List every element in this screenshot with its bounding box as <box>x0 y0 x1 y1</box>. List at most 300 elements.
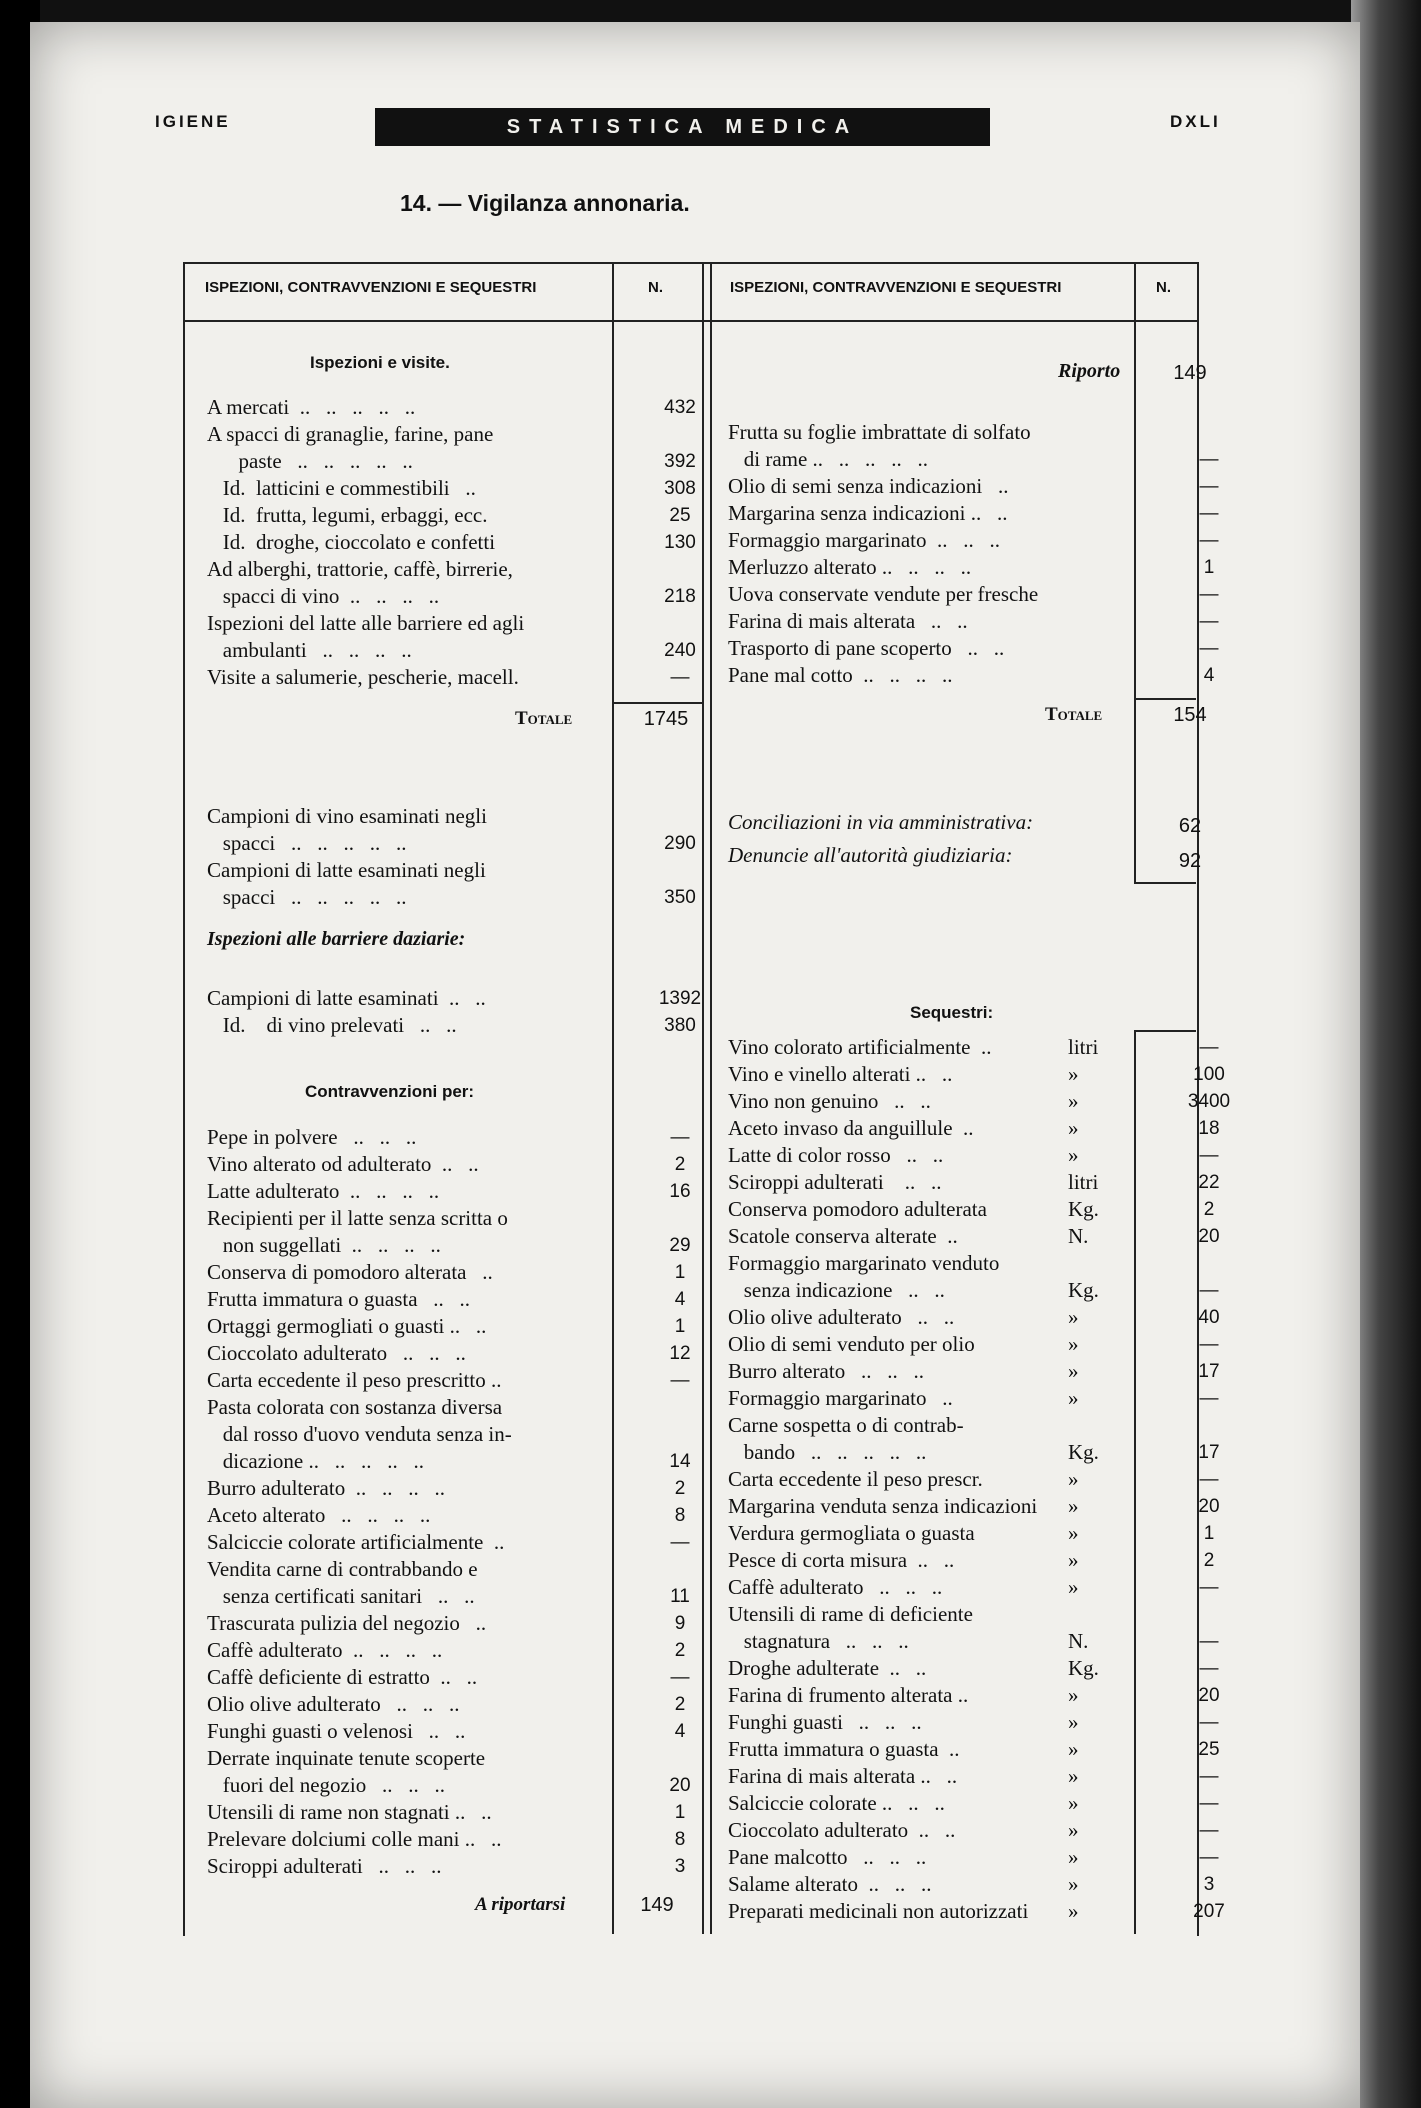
sequestro-row <box>728 1520 1251 1547</box>
sequestro-row <box>728 1628 1251 1655</box>
sequestro-row-value: — <box>1199 1631 1219 1652</box>
sequestro-top-row-label: Frutta su foglie imbrattate di solfato <box>728 420 1031 444</box>
contravvenzione-row <box>207 1178 727 1205</box>
sequestro-row <box>728 1358 1251 1385</box>
ispezioni-row-value: 432 <box>664 397 696 418</box>
sequestro-top-row-label: Farina di mais alterata .. .. <box>728 609 968 633</box>
sequestro-row-label: Caffè adulterato .. .. .. <box>728 1575 943 1599</box>
sequestro-row-label: Carta eccedente il peso prescr. <box>728 1467 983 1491</box>
contravvenzione-row <box>207 1286 727 1313</box>
sequestro-row-unit: » <box>1068 1386 1079 1410</box>
sequestro-row-unit: N. <box>1068 1224 1089 1248</box>
rule-right-sequestri <box>1134 1030 1196 1032</box>
sequestro-row-value: 3 <box>1203 1874 1215 1895</box>
contravvenzione-row-label: Prelevare dolciumi colle mani .. .. <box>207 1827 502 1851</box>
sequestro-row <box>728 1547 1251 1574</box>
sequestro-row-label: Formaggio margarinato venduto <box>728 1251 1000 1275</box>
sequestro-row-label: Conserva pomodoro adulterata <box>728 1197 987 1221</box>
contravvenzione-row-label: Carta eccedente il peso prescritto .. <box>207 1368 502 1392</box>
sequestro-row-unit: » <box>1068 1467 1079 1491</box>
sequestro-row-value: 20 <box>1198 1685 1220 1706</box>
sequestro-row-value: — <box>1199 1793 1219 1814</box>
contravvenzione-row <box>207 1124 727 1151</box>
contravvenzione-row-value: 3 <box>674 1856 686 1877</box>
ispezioni-row-label: Ispezioni del latte alle barriere ed agli <box>207 611 525 635</box>
contravvenzioni-title: Contravvenzioni per: <box>305 1082 475 1101</box>
ispezioni-row-label: Id. droghe, cioccolato e confetti <box>207 530 496 554</box>
denuncie-value: 92 <box>1178 850 1202 872</box>
contravvenzione-row-label: Trascurata pulizia del negozio .. <box>207 1611 487 1635</box>
col-header-right: ISPEZIONI, CONTRAVVENZIONI E SEQUESTRI <box>730 279 1062 296</box>
sequestro-top-row <box>728 635 1251 662</box>
sequestro-top-row-value: — <box>1199 584 1219 605</box>
sequestro-row-unit: N. <box>1068 1629 1089 1653</box>
contravvenzione-row <box>207 1826 727 1853</box>
sequestro-row <box>728 1250 1251 1277</box>
contravvenzione-row-label: senza certificati sanitari .. .. <box>207 1584 475 1608</box>
sequestro-row <box>728 1655 1251 1682</box>
campioni-row-label: Campioni di latte esaminati negli <box>207 858 486 882</box>
sequestro-row <box>728 1844 1251 1871</box>
campioni-row-label: spacci .. .. .. .. .. <box>207 831 407 855</box>
contravvenzione-row-label: Caffè adulterato .. .. .. .. <box>207 1638 443 1662</box>
sequestro-row-label: Funghi guasti .. .. .. <box>728 1710 922 1734</box>
rule-right-denuncie <box>1134 882 1196 884</box>
sequestro-row <box>728 1574 1251 1601</box>
sequestro-row <box>728 1763 1251 1790</box>
sequestro-row-unit: » <box>1068 1062 1079 1086</box>
contravvenzione-row-value: 2 <box>674 1640 686 1661</box>
page-number: DXLI <box>1170 112 1221 131</box>
contravvenzione-row <box>207 1583 727 1610</box>
contravvenzione-row-value: 20 <box>669 1775 691 1796</box>
sequestro-row-unit: » <box>1068 1845 1079 1869</box>
sequestro-row-label: Margarina venduta senza indicazioni <box>728 1494 1038 1518</box>
sequestro-row-label: Frutta immatura o guasta .. <box>728 1737 960 1761</box>
ispezioni-row-label: Visite a salumerie, pescherie, macell. <box>207 665 519 689</box>
contravvenzione-row-label: Conserva di pomodoro alterata .. <box>207 1260 493 1284</box>
denuncie-label: Denuncie all'autorità giudiziaria: <box>728 843 1013 867</box>
ispezioni-row <box>207 421 727 448</box>
sequestro-row-label: Verdura germogliata o guasta <box>728 1521 975 1545</box>
ispezioni-row <box>207 610 727 637</box>
contravvenzione-row-label: Vino alterato od adulterato .. .. <box>207 1152 479 1176</box>
sequestro-row-label: Vino colorato artificialmente .. <box>728 1035 992 1059</box>
sequestro-row-unit: » <box>1068 1737 1079 1761</box>
barriere-row <box>207 1012 727 1039</box>
sequestro-row-value: 40 <box>1198 1307 1220 1328</box>
sequestro-row <box>728 1142 1251 1169</box>
sequestro-top-row-label: Pane mal cotto .. .. .. .. <box>728 663 953 687</box>
ispezioni-row <box>207 448 727 475</box>
sequestro-top-row-value: — <box>1199 449 1219 470</box>
contravvenzione-row <box>207 1529 727 1556</box>
ispezioni-row <box>207 583 727 610</box>
contravvenzione-row <box>207 1610 727 1637</box>
sequestro-row-label: Farina di mais alterata .. .. <box>728 1764 958 1788</box>
ispezioni-row <box>207 394 727 421</box>
campioni-list <box>207 803 727 911</box>
ispezioni-total-label: Totale <box>515 708 573 729</box>
sequestro-row <box>728 1682 1251 1709</box>
contravvenzione-row-label: fuori del negozio .. .. .. <box>207 1773 445 1797</box>
contravvenzione-row-label: Latte adulterato .. .. .. .. <box>207 1179 440 1203</box>
contravvenzione-row-value: 8 <box>674 1829 686 1850</box>
ispezioni-title: Ispezioni e visite. <box>310 353 450 372</box>
contravvenzione-row <box>207 1691 727 1718</box>
sequestro-top-row-label: Olio di semi senza indicazioni .. <box>728 474 1009 498</box>
sequestro-row <box>728 1304 1251 1331</box>
sequestro-row-value: 2 <box>1203 1199 1215 1220</box>
sequestro-row-unit: » <box>1068 1305 1079 1329</box>
ispezioni-row-label: spacci di vino .. .. .. .. <box>207 584 440 608</box>
sequestro-row-unit: » <box>1068 1359 1079 1383</box>
sequestro-top-row <box>728 500 1251 527</box>
contravvenzione-row-label: dal rosso d'uovo venduta senza in- <box>207 1422 512 1446</box>
sequestro-top-row-label: Margarina senza indicazioni .. .. <box>728 501 1008 525</box>
sequestro-top-row-value: — <box>1199 638 1219 659</box>
sequestro-row-unit: Kg. <box>1068 1656 1099 1680</box>
sequestri-top-list <box>728 419 1251 689</box>
sequestro-row-label: Farina di frumento alterata .. <box>728 1683 969 1707</box>
contravvenzione-row-label: Vendita carne di contrabbando e <box>207 1557 478 1581</box>
barriere-row-label: Id. di vino prelevati .. .. <box>207 1013 457 1037</box>
contravvenzione-row <box>207 1259 727 1286</box>
sequestro-row-label: bando .. .. .. .. .. <box>728 1440 927 1464</box>
sequestro-row <box>728 1466 1251 1493</box>
sequestro-top-row-value: — <box>1199 530 1219 551</box>
contravvenzione-row-label: Derrate inquinate tenute scoperte <box>207 1746 486 1770</box>
campioni-row <box>207 803 727 830</box>
col-header-left: ISPEZIONI, CONTRAVVENZIONI E SEQUESTRI <box>205 279 537 296</box>
sequestro-row-label: Olio di semi venduto per olio <box>728 1332 975 1356</box>
contravvenzione-row-value: 2 <box>674 1694 686 1715</box>
ispezioni-row-label: A mercati .. .. .. .. .. <box>207 395 416 419</box>
sequestro-row-label: Latte di color rosso .. .. <box>728 1143 944 1167</box>
running-header-title: STATISTICA MEDICA <box>375 108 990 146</box>
barriere-row-value: 380 <box>664 1015 696 1036</box>
sequestro-row-unit: » <box>1068 1116 1079 1140</box>
sequestro-row-label: Vino e vinello alterati .. .. <box>728 1062 953 1086</box>
rule-right-total <box>1134 698 1196 700</box>
sequestro-row-unit: litri <box>1068 1035 1099 1059</box>
sequestro-row <box>728 1331 1251 1358</box>
ispezioni-row-label: ambulanti .. .. .. .. <box>207 638 412 662</box>
contravvenzione-row-value: 2 <box>674 1154 686 1175</box>
sequestro-row <box>728 1601 1251 1628</box>
sequestro-row <box>728 1277 1251 1304</box>
sequestro-row-value: 2 <box>1203 1550 1215 1571</box>
sequestro-row <box>728 1169 1251 1196</box>
sequestro-row-unit: » <box>1068 1764 1079 1788</box>
sequestro-row-value: — <box>1199 1280 1219 1301</box>
sequestro-row-unit: Kg. <box>1068 1440 1099 1464</box>
contravvenzione-row <box>207 1502 727 1529</box>
sequestro-row-value: — <box>1199 1469 1219 1490</box>
sequestro-row-value: 17 <box>1198 1442 1220 1463</box>
sequestro-row-value: 20 <box>1198 1226 1220 1247</box>
ispezioni-list <box>207 394 727 691</box>
sequestro-row-label: Pane malcotto .. .. .. <box>728 1845 927 1869</box>
contravvenzione-row-label: dicazione .. .. .. .. .. <box>207 1449 424 1473</box>
sequestro-row-label: Scatole conserva alterate .. <box>728 1224 958 1248</box>
sequestro-row-value: — <box>1199 1388 1219 1409</box>
sequestro-row-value: — <box>1199 1712 1219 1733</box>
ispezioni-total-value: 1745 <box>643 708 689 730</box>
sequestro-row <box>728 1412 1251 1439</box>
contravvenzione-row <box>207 1799 727 1826</box>
sequestro-row-value: — <box>1199 1334 1219 1355</box>
contravvenzione-row-label: Frutta immatura o guasta .. .. <box>207 1287 471 1311</box>
sequestro-row-value: 25 <box>1198 1739 1220 1760</box>
sequestro-top-row-label: Uova conservate vendute per fresche <box>728 582 1039 606</box>
sequestro-top-row-label: Formaggio margarinato .. .. .. <box>728 528 1000 552</box>
contravvenzione-row-value: 1 <box>674 1802 686 1823</box>
contravvenzione-row-label: Sciroppi adulterati .. .. .. <box>207 1854 442 1878</box>
sequestro-top-row <box>728 608 1251 635</box>
sequestro-row-value: 1 <box>1203 1523 1215 1544</box>
campioni-row-value: 290 <box>664 833 696 854</box>
sequestro-row <box>728 1439 1251 1466</box>
sequestro-row-unit: Kg. <box>1068 1278 1099 1302</box>
barriere-row-label: Campioni di latte esaminati .. .. <box>207 986 486 1010</box>
campioni-row <box>207 857 727 884</box>
sequestro-row-unit: » <box>1068 1791 1079 1815</box>
contravvenzioni-list <box>207 1124 727 1880</box>
sequestro-top-row-value: 1 <box>1203 557 1215 578</box>
contravvenzione-row-label: Pasta colorata con sostanza diversa <box>207 1395 503 1419</box>
sequestro-row-value: — <box>1199 1037 1219 1058</box>
sequestro-row-value: 100 <box>1193 1064 1225 1085</box>
contravvenzione-row-label: Recipienti per il latte senza scritta o <box>207 1206 508 1230</box>
campioni-row <box>207 830 727 857</box>
contravvenzione-row <box>207 1313 727 1340</box>
contravvenzione-row <box>207 1475 727 1502</box>
ispezioni-row <box>207 502 727 529</box>
contravvenzione-row-label: Cioccolato adulterato .. .. .. <box>207 1341 466 1365</box>
sequestro-top-row <box>728 419 1251 446</box>
contravvenzione-row-value: 4 <box>674 1289 686 1310</box>
sequestro-top-row <box>728 662 1251 689</box>
sequestro-row-unit: Kg. <box>1068 1197 1099 1221</box>
ispezioni-row-label: Id. latticini e commestibili .. <box>207 476 476 500</box>
sequestro-row-unit: » <box>1068 1872 1079 1896</box>
contravvenzione-row <box>207 1151 727 1178</box>
contravvenzione-row-label: non suggellati .. .. .. .. <box>207 1233 441 1257</box>
ispezioni-row-label: Ad alberghi, trattorie, caffè, birrerie, <box>207 557 513 581</box>
sequestro-row-label: Preparati medicinali non autorizzati <box>728 1899 1029 1923</box>
carry-value: 149 <box>640 1894 674 1916</box>
sequestro-row-unit: litri <box>1068 1170 1099 1194</box>
ispezioni-row-label: paste .. .. .. .. .. <box>207 449 413 473</box>
ispezioni-row <box>207 556 727 583</box>
contravvenzione-row-label: Caffè deficiente di estratto .. .. <box>207 1665 478 1689</box>
col-header-right-n: N. <box>1156 279 1171 296</box>
riporto-label: Riporto <box>1058 360 1121 382</box>
contravvenzione-row <box>207 1394 727 1421</box>
sequestro-top-row-label: di rame .. .. .. .. .. <box>728 447 929 471</box>
sequestro-row-value: 18 <box>1198 1118 1220 1139</box>
sequestro-row-value: — <box>1199 1847 1219 1868</box>
campioni-row <box>207 884 727 911</box>
running-header-left: IGIENE <box>155 112 231 131</box>
contravvenzione-row-value: — <box>670 1127 690 1148</box>
sequestro-row-unit: » <box>1068 1683 1079 1707</box>
carry-label: A riportarsi <box>475 1894 566 1915</box>
sequestro-row-value: — <box>1199 1658 1219 1679</box>
sequestri-title: Sequestri: <box>910 1003 994 1022</box>
contravvenzione-row-value: 12 <box>669 1343 691 1364</box>
contravvenzione-row <box>207 1232 727 1259</box>
scan-border-right <box>1351 0 1421 2108</box>
contravvenzione-row-value: 16 <box>669 1181 691 1202</box>
top-total-value: 154 <box>1173 704 1207 726</box>
sequestro-row-label: Salciccie colorate .. .. .. <box>728 1791 945 1815</box>
sequestro-row-value: — <box>1199 1820 1219 1841</box>
sequestro-row <box>728 1817 1251 1844</box>
contravvenzione-row-label: Pepe in polvere .. .. .. <box>207 1125 417 1149</box>
contravvenzione-row-value: — <box>670 1532 690 1553</box>
sequestro-row-unit: » <box>1068 1575 1079 1599</box>
contravvenzione-row-label: Aceto alterato .. .. .. .. <box>207 1503 431 1527</box>
campioni-row-label: Campioni di vino esaminati negli <box>207 804 487 828</box>
sequestro-row-label: Aceto invaso da anguillule .. <box>728 1116 974 1140</box>
sequestro-row <box>728 1871 1251 1898</box>
sequestro-row <box>728 1385 1251 1412</box>
contravvenzione-row-label: Olio olive adulterato .. .. .. <box>207 1692 460 1716</box>
sequestro-row-value: 22 <box>1198 1172 1220 1193</box>
ispezioni-row <box>207 529 727 556</box>
ispezioni-row-label: A spacci di granaglie, farine, pane <box>207 422 494 446</box>
contravvenzione-row <box>207 1367 727 1394</box>
contravvenzione-row-value: 11 <box>670 1586 690 1607</box>
ispezioni-row-value: 130 <box>664 532 696 553</box>
contravvenzione-row-value: — <box>670 1667 690 1688</box>
sequestro-row-unit: » <box>1068 1899 1079 1923</box>
conciliazioni-value: 62 <box>1178 815 1202 837</box>
ispezioni-row-value: 240 <box>664 640 696 661</box>
sequestro-row-value: — <box>1199 1577 1219 1598</box>
barriere-row-value: 1392 <box>658 988 702 1009</box>
sequestro-row-value: 3400 <box>1187 1091 1231 1112</box>
sequestro-row-unit: » <box>1068 1143 1079 1167</box>
contravvenzione-row <box>207 1772 727 1799</box>
sequestro-top-row <box>728 581 1251 608</box>
campioni-row-value: 350 <box>664 887 696 908</box>
sequestro-row-label: senza indicazione .. .. <box>728 1278 945 1302</box>
ispezioni-row-value: — <box>670 667 690 688</box>
sequestro-row <box>728 1223 1251 1250</box>
contravvenzione-row-value: 1 <box>674 1262 686 1283</box>
sequestro-row <box>728 1088 1251 1115</box>
col-header-left-n: N. <box>648 279 663 296</box>
sequestro-row-value: — <box>1199 1766 1219 1787</box>
contravvenzione-row-label: Salciccie colorate artificialmente .. <box>207 1530 505 1554</box>
contravvenzione-row-value: 8 <box>674 1505 686 1526</box>
contravvenzione-row <box>207 1340 727 1367</box>
sequestro-row-value: — <box>1199 1145 1219 1166</box>
barriere-row <box>207 985 727 1012</box>
sequestro-top-row-label: Trasporto di pane scoperto .. .. <box>728 636 1005 660</box>
contravvenzione-row-value: 29 <box>669 1235 691 1256</box>
contravvenzione-row-label: Utensili di rame non stagnati .. .. <box>207 1800 492 1824</box>
contravvenzione-row-label: Ortaggi germogliati o guasti .. .. <box>207 1314 487 1338</box>
sequestro-top-row <box>728 473 1251 500</box>
sequestro-row-label: stagnatura .. .. .. <box>728 1629 909 1653</box>
contravvenzione-row-label: Funghi guasti o velenosi .. .. <box>207 1719 466 1743</box>
rule-left-total <box>612 702 702 704</box>
contravvenzione-row-value: 9 <box>674 1613 686 1634</box>
sequestro-row-unit: » <box>1068 1332 1079 1356</box>
sequestro-row-label: Pesce di corta misura .. .. <box>728 1548 955 1572</box>
ispezioni-row-value: 308 <box>664 478 696 499</box>
contravvenzione-row <box>207 1853 727 1880</box>
sequestro-top-row-value: — <box>1199 476 1219 497</box>
ispezioni-row <box>207 664 727 691</box>
contravvenzione-row-value: — <box>670 1370 690 1391</box>
sequestro-row-label: Cioccolato adulterato .. .. <box>728 1818 956 1842</box>
sequestro-row-label: Salame alterato .. .. .. <box>728 1872 932 1896</box>
contravvenzione-row-label: Burro adulterato .. .. .. .. <box>207 1476 445 1500</box>
sequestro-row-label: Droghe adulterate .. .. <box>728 1656 927 1680</box>
sequestro-row-label: Utensili di rame di deficiente <box>728 1602 973 1626</box>
sequestro-row-unit: » <box>1068 1521 1079 1545</box>
sequestro-row-unit: » <box>1068 1494 1079 1518</box>
sequestro-top-row <box>728 446 1251 473</box>
sequestri-list <box>728 1034 1251 1925</box>
sequestro-row-label: Formaggio margarinato .. <box>728 1386 953 1410</box>
contravvenzione-row <box>207 1637 727 1664</box>
page-title: 14. — Vigilanza annonaria. <box>400 190 690 216</box>
sequestro-row-unit: » <box>1068 1089 1079 1113</box>
ispezioni-row-value: 218 <box>664 586 696 607</box>
sequestro-row <box>728 1115 1251 1142</box>
sequestro-row-value: 207 <box>1193 1901 1225 1922</box>
contravvenzione-row-value: 2 <box>674 1478 686 1499</box>
contravvenzione-row <box>207 1718 727 1745</box>
sequestro-top-row-value: 4 <box>1203 665 1215 686</box>
sequestro-row <box>728 1061 1251 1088</box>
contravvenzione-row-value: 4 <box>674 1721 686 1742</box>
sequestro-row-label: Burro alterato .. .. .. <box>728 1359 924 1383</box>
contravvenzione-row-value: 1 <box>674 1316 686 1337</box>
sequestro-row <box>728 1709 1251 1736</box>
contravvenzione-row-value: 14 <box>669 1451 691 1472</box>
conciliazioni-label: Conciliazioni in via amministrativa: <box>728 810 1034 834</box>
barriere-list <box>207 985 727 1039</box>
rule-header-bottom <box>183 320 1199 322</box>
contravvenzione-row <box>207 1664 727 1691</box>
sequestro-row-unit: » <box>1068 1548 1079 1572</box>
sequestro-row-label: Vino non genuino .. .. <box>728 1089 931 1113</box>
sequestro-row <box>728 1898 1251 1925</box>
sequestro-row-value: 17 <box>1198 1361 1220 1382</box>
sequestro-row-label: Carne sospetta o di contrab- <box>728 1413 964 1437</box>
sequestro-row <box>728 1493 1251 1520</box>
contravvenzione-row <box>207 1205 727 1232</box>
campioni-row-label: spacci .. .. .. .. .. <box>207 885 407 909</box>
barriere-title: Ispezioni alle barriere daziarie: <box>207 928 466 950</box>
sequestro-row-value: 20 <box>1198 1496 1220 1517</box>
sequestro-row <box>728 1736 1251 1763</box>
sequestro-row <box>728 1790 1251 1817</box>
ispezioni-row-value: 25 <box>669 505 691 526</box>
contravvenzione-row <box>207 1745 727 1772</box>
sequestro-row-label: Olio olive adulterato .. .. <box>728 1305 955 1329</box>
ispezioni-row <box>207 475 727 502</box>
sequestro-top-row <box>728 554 1251 581</box>
top-total-label: Totale <box>1045 704 1103 725</box>
